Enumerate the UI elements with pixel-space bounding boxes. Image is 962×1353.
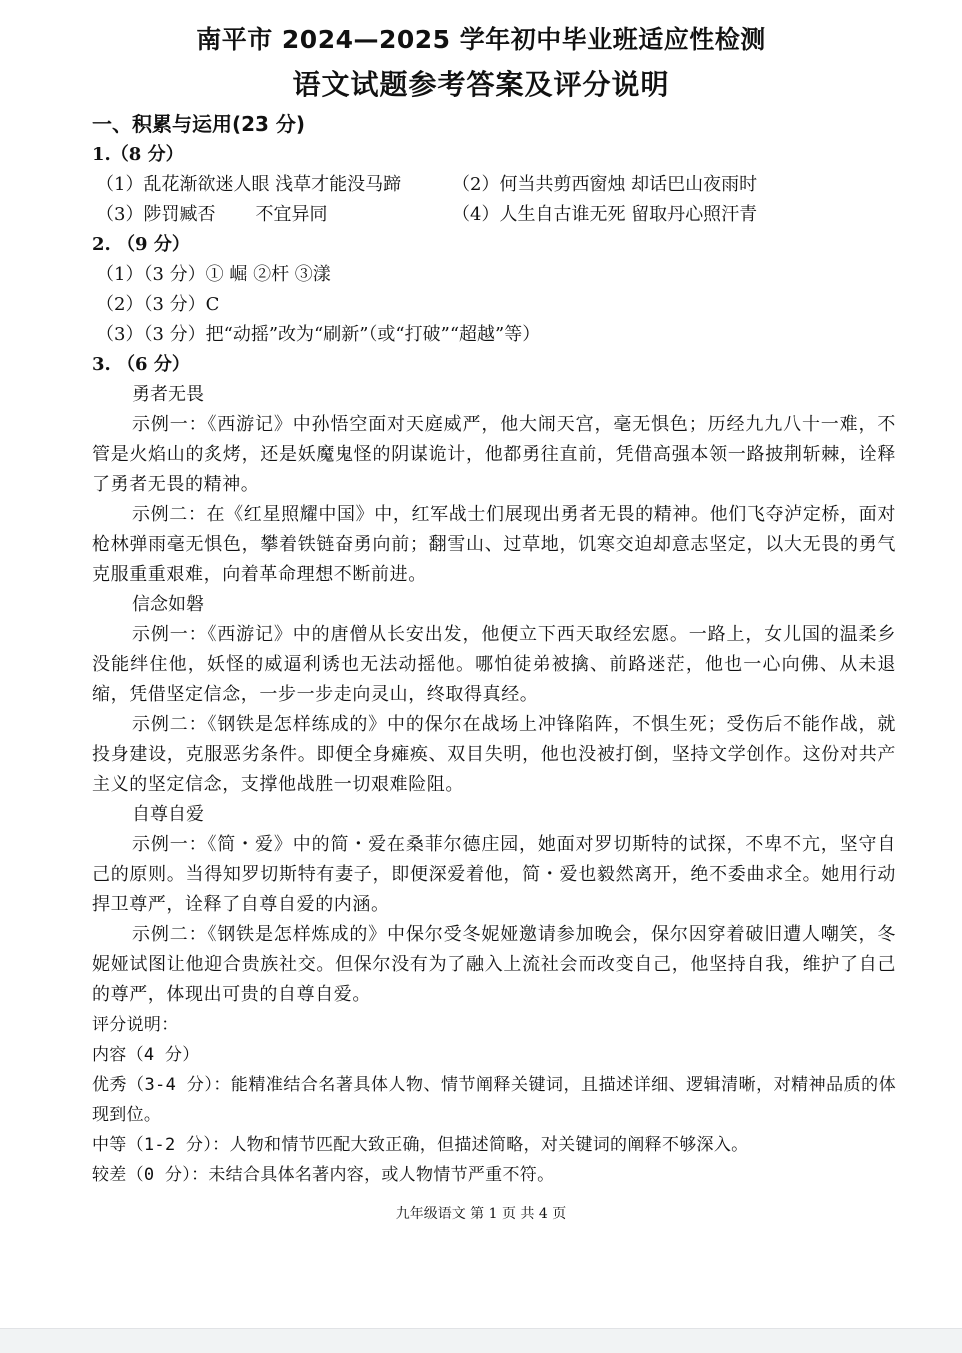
theme-title: 自尊自爱 [132, 804, 204, 825]
question-3-heading: 3. （6 分） [92, 354, 190, 375]
answer-item: （2）何当共剪西窗烛 却话巴山夜雨时 [452, 174, 758, 195]
theme-title: 勇者无畏 [132, 384, 204, 405]
page-footer: 九年级语文 第 1 页 共 4 页 [395, 1206, 567, 1222]
example-paragraph: 示例二：《钢铁是怎样炼成的》中保尔受冬妮娅邀请参加晚会，保尔因穿着破旧遭人嘲笑，冬妮娅试图让他迎合贵族社交。但保尔没有为了融入上流社会而改变自己，他坚持自我，维护了自己的尊严，体现出可贵的自尊自爱。 [92, 924, 896, 1005]
example-paragraph: 示例一：《西游记》中的唐僧从长安出发，他便立下西天取经宏愿。一路上，女儿国的温柔乡没能绊住他，妖怪的威逼利诱也无法动摇他。哪怕徒弟被擒、前路迷茫，他也一心向佛、从未退缩，凭借坚定信念，一步一步走向灵山，终取得真经。 [92, 624, 896, 705]
section-heading: 一、积累与运用(23 分) [92, 112, 306, 136]
document-body [92, 108, 896, 1190]
answer-item: （4）人生自古谁无死 留取丹心照汗青 [452, 204, 758, 225]
answer-item: （1）乱花渐欲迷人眼 浅草才能没马蹄 [96, 174, 402, 195]
answer-row [92, 170, 896, 200]
document-title: 南平市 2024—2025 学年初中毕业班适应性检测 [196, 25, 766, 54]
example-paragraph: 示例二：《钢铁是怎样练成的》中的保尔在战场上冲锋陷阵，不惧生死；受伤后不能作战，就投身建设，克服恶劣条件。即便全身瘫痪、双目失明，他也没被打倒，坚持文学创作。这份对共产主义的坚定信念，支撑他战胜一切艰难险阻。 [92, 714, 896, 795]
answer-item: （3）陟罚臧否 不宜异同 [96, 204, 328, 225]
example-paragraph: 示例一：《简・爱》中的简・爱在桑菲尔德庄园，她面对罗切斯特的试探，不卑不亢，坚守自己的原则。当得知罗切斯特有妻子，即便深爱着他，简・爱也毅然离开，绝不委曲求全。她用行动捍卫尊严，诠释了自尊自爱的内涵。 [92, 834, 896, 915]
example-paragraph: 示例二：在《红星照耀中国》中，红军战士们展现出勇者无畏的精神。他们飞夺泸定桥，面对枪林弹雨毫无惧色，攀着铁链奋勇向前；翻雪山、过草地，饥寒交迫却意志坚定，以大无畏的勇气克服重重艰难，向着革命理想不断前进。 [92, 504, 896, 585]
scoring-medium: 中等（1-2 分）：人物和情节匹配大致正确，但描述简略，对关键词的阐释不够深入。 [92, 1135, 749, 1155]
answer-item: （2）（3 分）C [96, 294, 220, 315]
answer-item: （1）（3 分）① 崛 ②杆 ③漾 [96, 264, 331, 285]
scoring-heading: 评分说明： [92, 1015, 179, 1035]
scoring-excellent: 优秀（3-4 分）：能精准结合名著具体人物、情节阐释关键词，且描述详细、逻辑清晰，对精神品质的体现到位。 [92, 1075, 896, 1125]
scoring-poor: 较差（0 分）：未结合具体名著内容，或人物情节严重不符。 [92, 1165, 555, 1185]
theme-title: 信念如磐 [132, 594, 204, 615]
document-subtitle: 语文试题参考答案及评分说明 [292, 68, 670, 101]
answer-row [92, 200, 896, 230]
scoring-content: 内容（4 分） [92, 1045, 200, 1065]
viewer-bottom-band [0, 1328, 962, 1353]
answer-item: （3）（3 分）把“动摇”改为“刷新”（或“打破”“超越”等） [96, 324, 541, 345]
question-2-heading: 2. （9 分） [92, 234, 190, 255]
question-1-heading: 1.（8 分） [92, 144, 184, 165]
example-paragraph: 示例一：《西游记》中孙悟空面对天庭威严，他大闹天宫，毫无惧色；历经九九八十一难，不管是火焰山的炙烤，还是妖魔鬼怪的阴谋诡计，他都勇往直前，凭借高强本领一路披荆斩棘，诠释了勇者无畏的精神。 [92, 414, 896, 495]
